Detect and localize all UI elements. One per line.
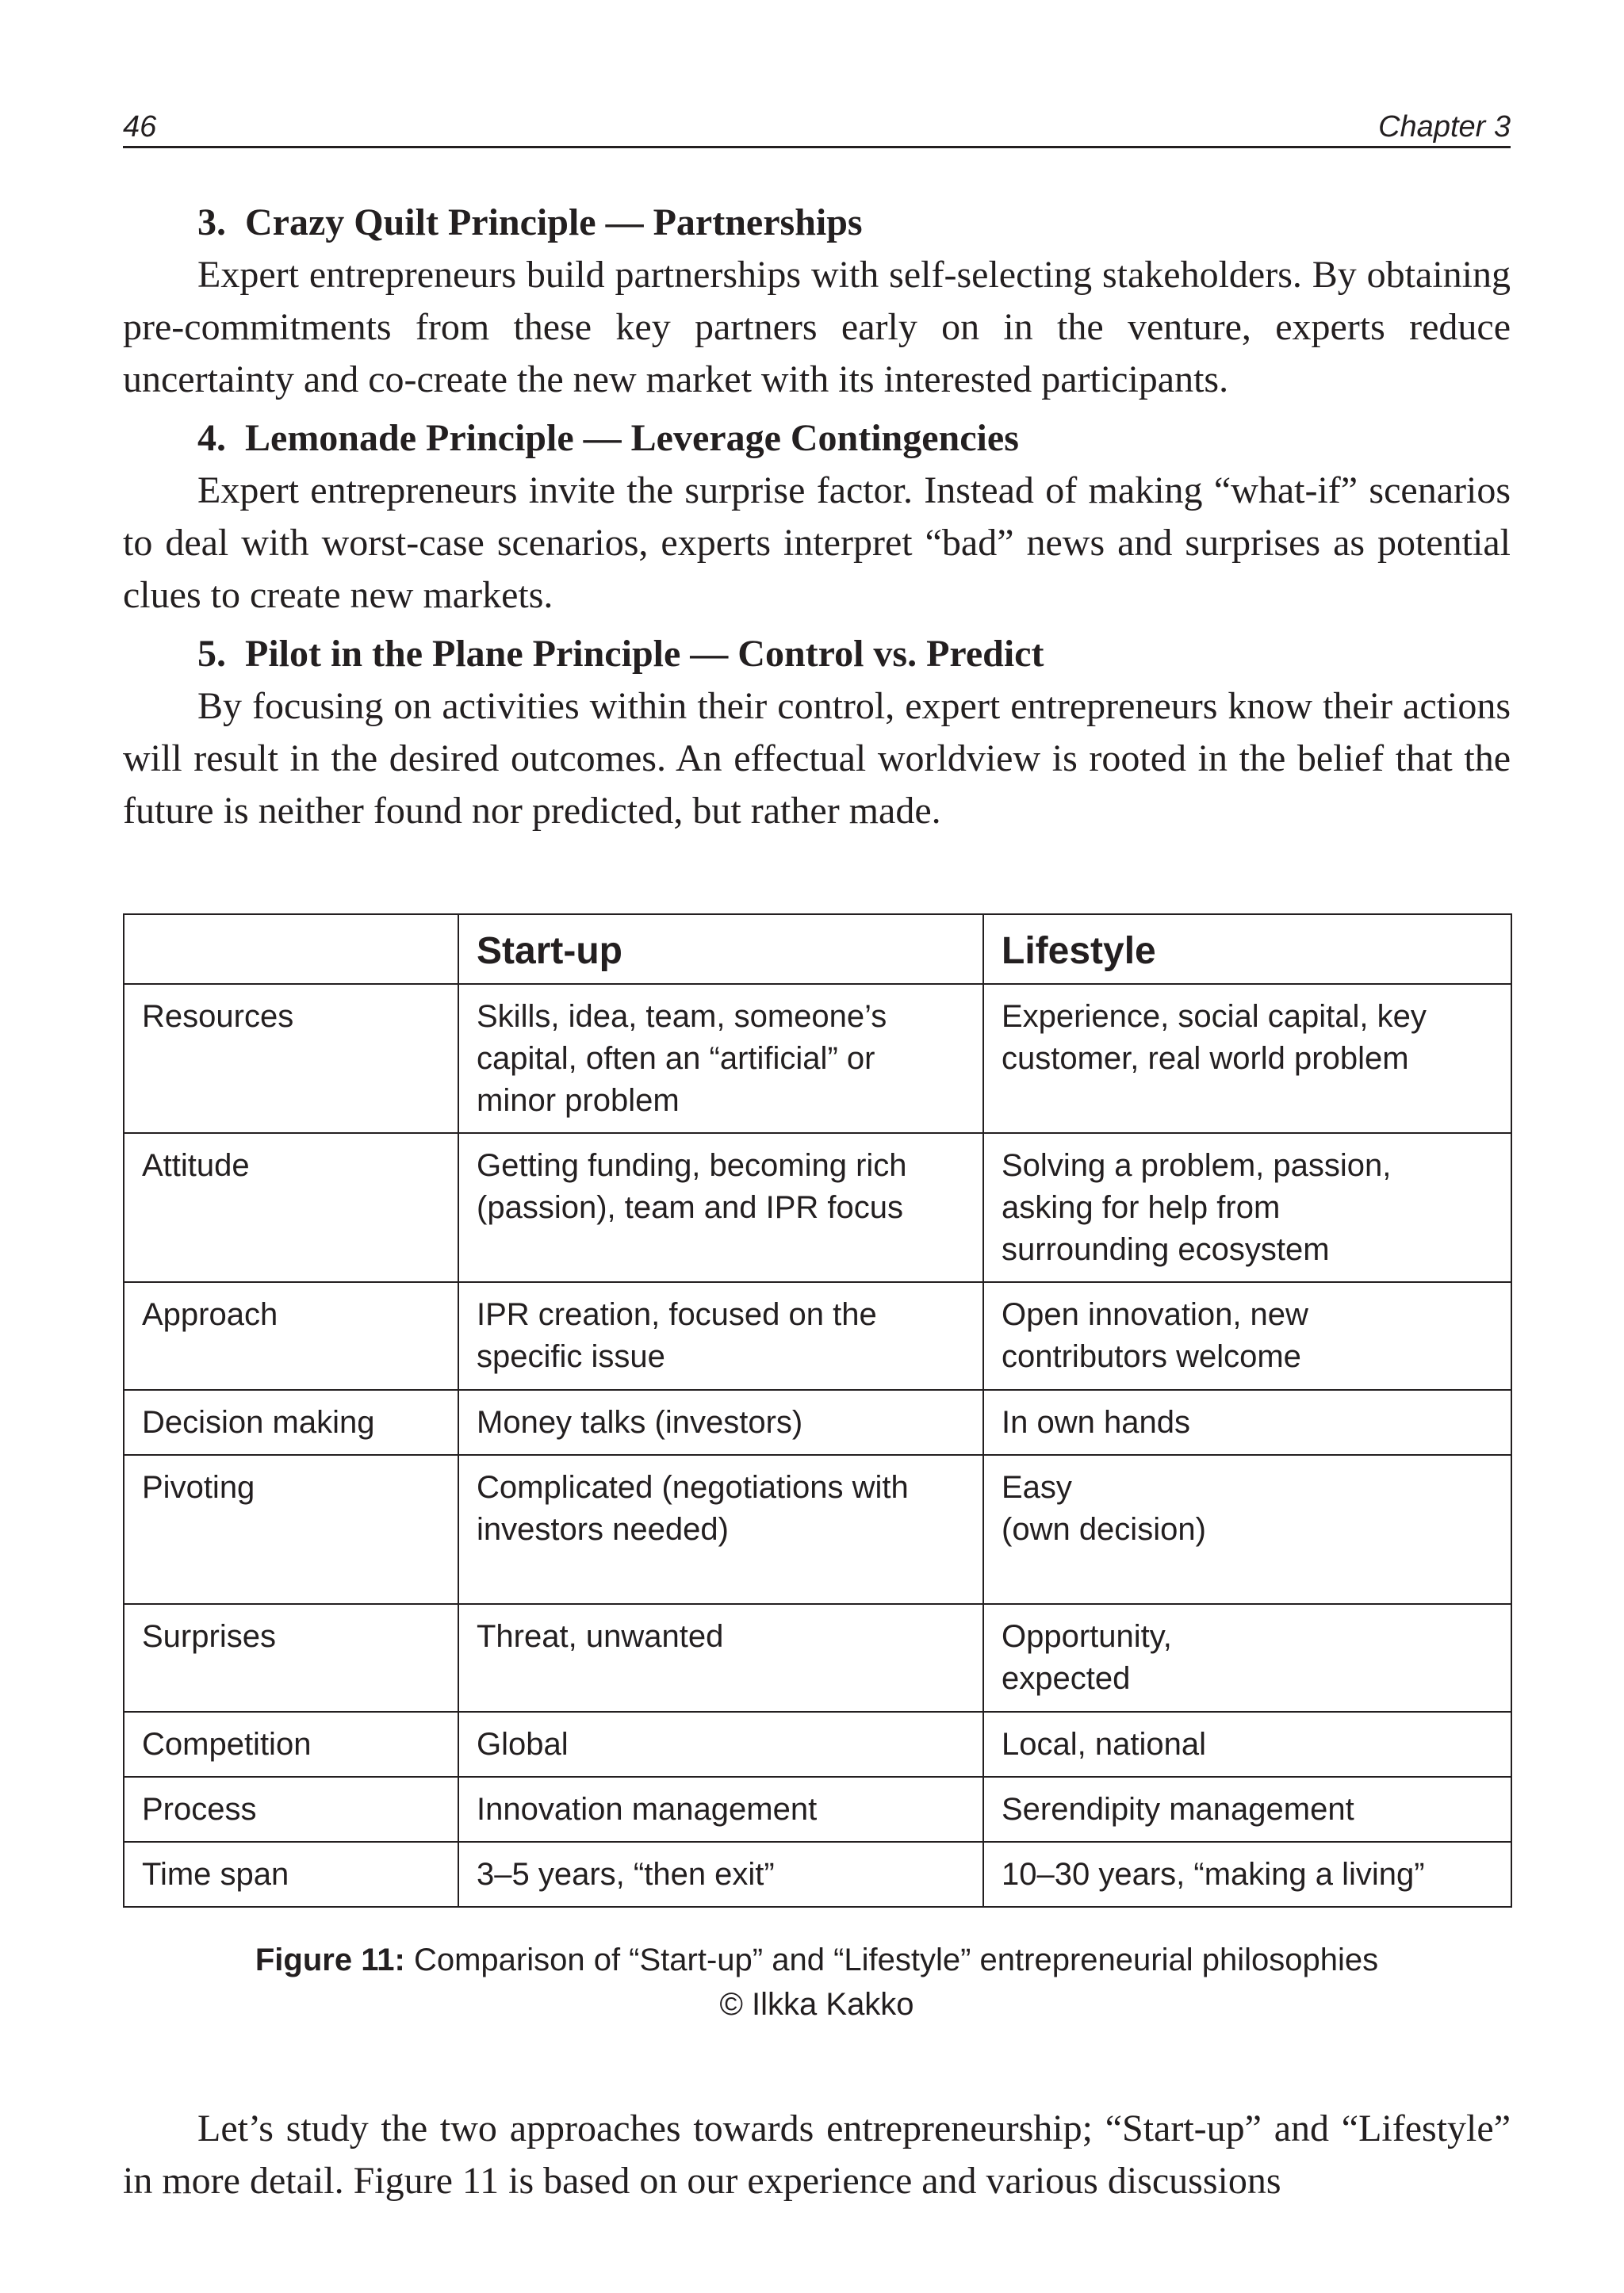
cell-line: 3–5 years, “then exit” (477, 1857, 775, 1892)
cell-line: surrounding ecosystem (1002, 1232, 1330, 1267)
row-label: Process (124, 1777, 458, 1842)
startup-cell (458, 1777, 983, 1842)
row-label: Resources (124, 984, 458, 1133)
cell-line: Local, national (1002, 1727, 1206, 1762)
lifestyle-cell (983, 1842, 1511, 1907)
table-row (124, 1390, 1511, 1455)
principles-section (123, 197, 1511, 844)
startup-cell (458, 1842, 983, 1907)
cell-line: Easy (1002, 1470, 1072, 1505)
principle-text-lemonade: Expert entrepreneurs invite the surprise factor. Instead of making “what-if” scenarios to deal with worst-case scenarios, experts interpret “bad” news and surprises as potential clues to create new markets. (123, 469, 1511, 616)
table-header-row (124, 914, 1511, 984)
cell-line: Complicated (negotiations with (477, 1470, 909, 1505)
cell-line: Global (477, 1727, 569, 1762)
cell-line: Innovation management (477, 1792, 818, 1827)
cell-line: Threat, unwanted (477, 1619, 724, 1654)
cell-line: expected (1002, 1661, 1131, 1696)
startup-cell (458, 984, 983, 1133)
principle-text-crazy-quilt: Expert entrepreneurs build partnerships with self-selecting stakeholders. By obtaining pre-commitments from these key partners early on in the venture, experts reduce uncertainty and co-create the new market with its interested participants. (123, 254, 1511, 400)
figure-caption (123, 1938, 1511, 2027)
row-label: Surprises (124, 1604, 458, 1712)
cell-line: IPR creation, focused on the (477, 1297, 877, 1332)
lifestyle-cell (983, 1390, 1511, 1455)
row-label: Attitude (124, 1133, 458, 1282)
startup-cell (458, 1390, 983, 1455)
running-head (123, 109, 1511, 148)
page-number: 46 (123, 110, 157, 144)
lifestyle-cell (983, 1777, 1511, 1842)
row-label: Competition (124, 1712, 458, 1777)
cell-line: Serendipity management (1002, 1792, 1354, 1827)
table-row (124, 1842, 1511, 1907)
table-row (124, 1282, 1511, 1390)
cell-line: Open innovation, new (1002, 1297, 1308, 1332)
cell-line: contributors welcome (1002, 1339, 1301, 1374)
cell-line: Experience, social capital, key (1002, 999, 1427, 1034)
table-header-startup: Start-up (458, 914, 983, 984)
principle-heading-pilot: 5. Pilot in the Plane Principle — Control vs. Predict (197, 633, 1044, 675)
startup-cell (458, 1133, 983, 1282)
caption-line (123, 1938, 1511, 1982)
cell-line: In own hands (1002, 1405, 1190, 1440)
cell-line: Money talks (investors) (477, 1405, 803, 1440)
table-row (124, 1455, 1511, 1604)
row-label: Pivoting (124, 1455, 458, 1604)
table-row (124, 1604, 1511, 1712)
row-label: Approach (124, 1282, 458, 1390)
startup-cell (458, 1604, 983, 1712)
cell-line: (own decision) (1002, 1512, 1206, 1547)
chapter-title: Chapter 3 (1378, 110, 1511, 144)
startup-cell (458, 1712, 983, 1777)
lifestyle-cell (983, 1712, 1511, 1777)
cell-line: customer, real world problem (1002, 1041, 1409, 1076)
cell-line: asking for help from (1002, 1190, 1281, 1225)
table-row (124, 1777, 1511, 1842)
table-row (124, 1133, 1511, 1282)
startup-cell (458, 1282, 983, 1390)
table-header-empty (124, 914, 458, 984)
cell-line: (passion), team and IPR focus (477, 1190, 904, 1225)
table-header-lifestyle: Lifestyle (983, 914, 1511, 984)
cell-line: Getting funding, becoming rich (477, 1148, 907, 1183)
lifestyle-cell (983, 984, 1511, 1133)
table-row (124, 984, 1511, 1133)
cell-line: 10–30 years, “making a living” (1002, 1857, 1425, 1892)
cell-line: Opportunity, (1002, 1619, 1172, 1654)
lifestyle-cell (983, 1133, 1511, 1282)
row-label: Decision making (124, 1390, 458, 1455)
closing-section (123, 2103, 1511, 2214)
caption-label: Figure 11: (255, 1943, 405, 1977)
cell-line: minor problem (477, 1083, 680, 1118)
cell-line: Solving a problem, passion, (1002, 1148, 1392, 1183)
lifestyle-cell (983, 1604, 1511, 1712)
cell-line: Skills, idea, team, someone’s (477, 999, 887, 1034)
principle-heading-crazy-quilt: 3. Crazy Quilt Principle — Partnerships (197, 201, 863, 243)
row-label: Time span (124, 1842, 458, 1907)
lifestyle-cell (983, 1455, 1511, 1604)
startup-cell (458, 1455, 983, 1604)
comparison-table (123, 913, 1512, 1908)
cell-line: investors needed) (477, 1512, 729, 1547)
caption-text: Comparison of “Start-up” and “Lifestyle” entrepreneurial philosophies (404, 1943, 1379, 1977)
table-row (124, 1712, 1511, 1777)
caption-credit: © Ilkka Kakko (719, 1987, 914, 2022)
cell-line: capital, often an “artificial” or (477, 1041, 875, 1076)
table-body (124, 984, 1511, 1907)
principle-heading-lemonade: 4. Lemonade Principle — Leverage Contingencies (197, 417, 1019, 459)
cell-line: specific issue (477, 1339, 665, 1374)
lifestyle-cell (983, 1282, 1511, 1390)
closing-paragraph: Let’s study the two approaches towards entrepreneurship; “Start-up” and “Lifestyle” in more detail. Figure 11 is based on our experience and various discussions (123, 2107, 1511, 2202)
principle-text-pilot: By focusing on activities within their control, expert entrepreneurs know their actions will result in the desired outcomes. An effectual worldview is rooted in the belief that the future is neither found nor predicted, but rather made. (123, 685, 1511, 832)
